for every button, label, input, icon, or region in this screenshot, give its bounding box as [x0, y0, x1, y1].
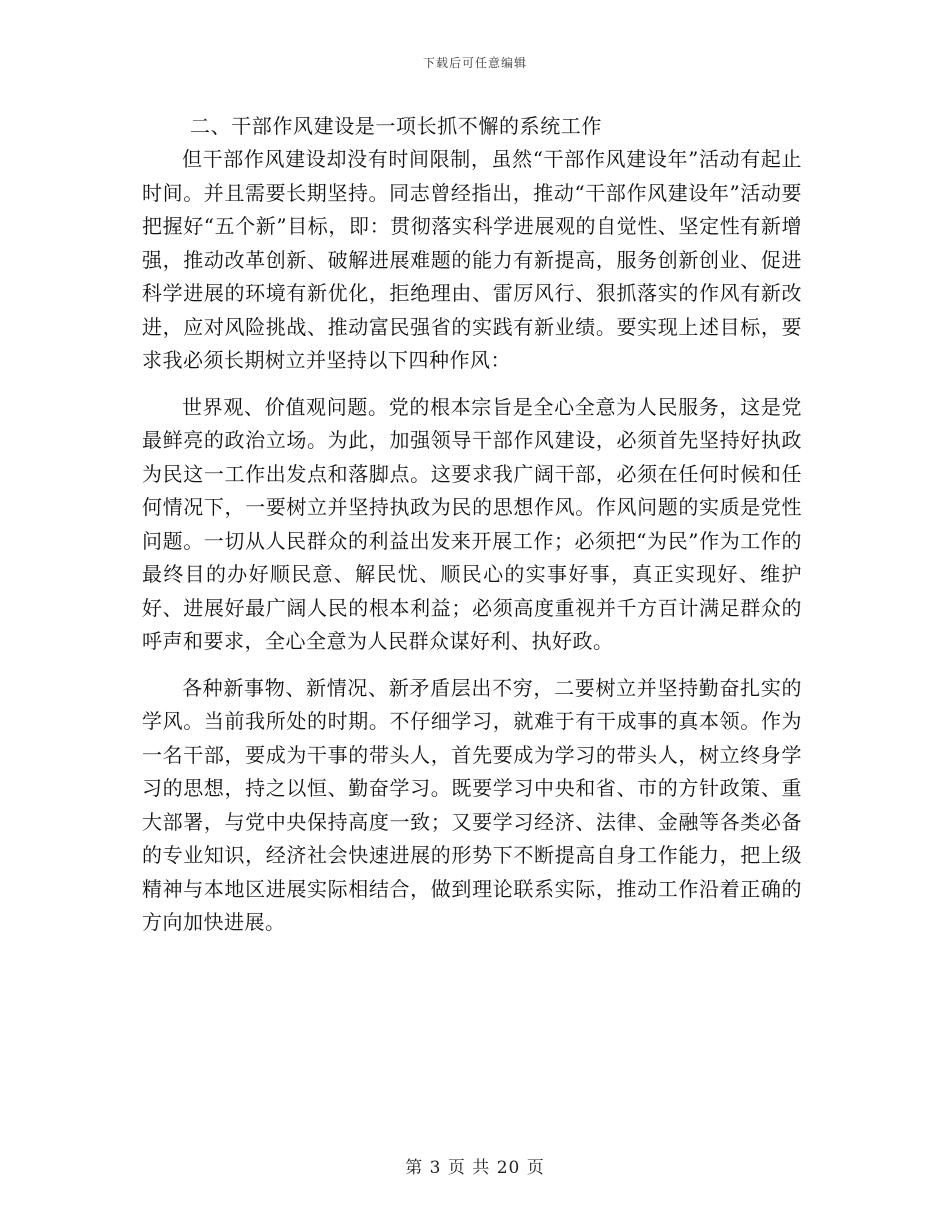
paragraph-2: 世界观、价值观问题。党的根本宗旨是全心全意为人民服务，这是党最鲜亮的政治立场。为此，加强领导干部作风建设，必须首先坚持好执政为民这一工作出发点和落脚点。这要求我广阔干部，必须在任何时候和任何情况下，一要树立并坚持执政为民的思想作风。作风问题的实质是党性问题。一切从人民群众的利益出发来开展工作；必须把“为民”作为工作的最终目的办好顺民意、解民忧、顺民心的实事好事，真正实现好、维护好、进展好最广阔人民的根本利益；必须高度重视并千方百计满足群众的呼声和要求，全心全意为人民群众谋好利、执好政。	[142, 394, 802, 653]
paragraph-3: 各种新事物、新情况、新矛盾层出不穷，二要树立并坚持勤奋扎实的学风。当前我所处的时期。不仔细学习，就难于有干成事的真本领。作为一名干部，要成为干事的带头人，首先要成为学习的带头人，树立终身学习的思想，持之以恒、勤奋学习。既要学习中央和省、市的方针政策、重大部署，与党中央保持高度一致；又要学习经济、法律、金融等各类必备的专业知识，经济社会快速进展的形势下不断提高自身工作能力，把上级精神与本地区进展实际相结合，做到理论联系实际，推动工作沿着正确的方向加快进展。	[142, 675, 802, 934]
section-heading: 二、干部作风建设是一项长抓不懈的系统工作	[190, 114, 602, 138]
document-body	[142, 110, 802, 940]
page-number-footer: 第 3 页 共 20 页	[405, 1158, 545, 1178]
header-note: 下载后可任意编辑	[422, 56, 527, 70]
paragraph-1: 但干部作风建设却没有时间限制，虽然“干部作风建设年”活动有起止时间。并且需要长期坚持。同志曾经指出，推动“干部作风建设年”活动要把握好“五个新”目标，即：贯彻落实科学进展观的自觉性、坚定性有新增强，推动改革创新、破解进展难题的能力有新提高，服务创新创业、促进科学进展的环境有新优化，拒绝理由、雷厉风行、狠抓落实的作风有新改进，应对风险挑战、推动富民强省的实践有新业绩。要实现上述目标，要求我必须长期树立并坚持以下四种作风：	[142, 147, 802, 372]
